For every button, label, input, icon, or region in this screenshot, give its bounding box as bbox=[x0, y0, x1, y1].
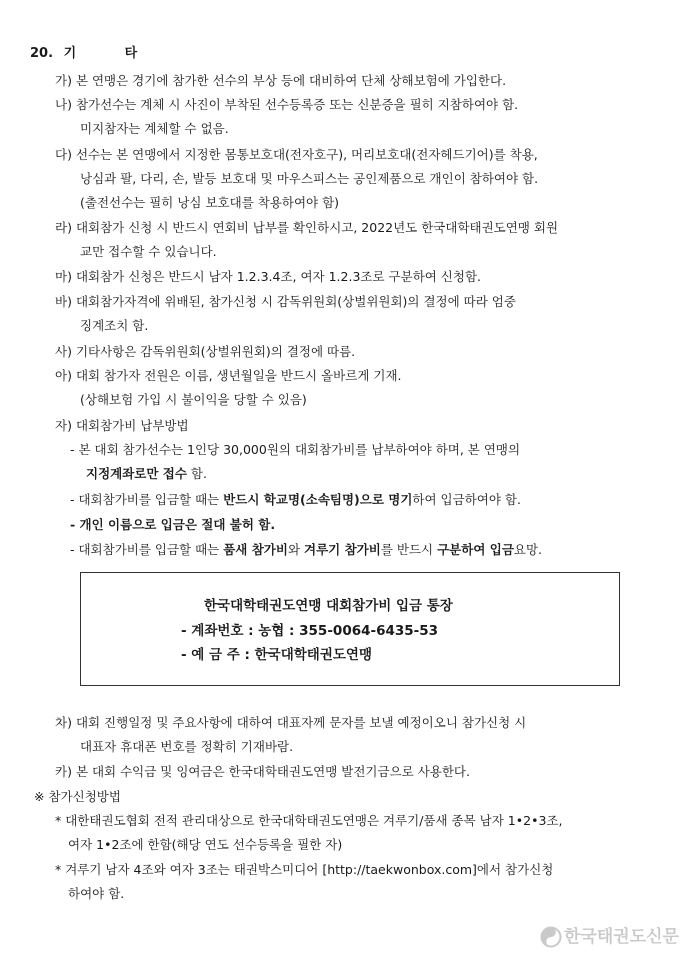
fee-bullet-3: - 개인 이름으로 입금은 절대 불허 함. bbox=[70, 517, 276, 532]
section-title-text: 기 타 bbox=[63, 46, 160, 61]
item-text: 기타사항은 감독위원회(상벌위원회)의 결정에 따름. bbox=[75, 344, 356, 359]
item-da-cont: 낭심과 팔, 다리, 손, 발등 보호대 및 마우스피스는 공인제품으로 개인이 참하여야 함. bbox=[80, 171, 539, 186]
account-number-line: - 계좌번호 : 농협 : 355-0064-6435-53 bbox=[181, 623, 439, 639]
poomsae-fee-emphasis: 품새 참가비 bbox=[223, 542, 288, 557]
item-marker: 나) bbox=[55, 97, 72, 112]
newspaper-watermark bbox=[540, 918, 678, 956]
item-ba bbox=[55, 294, 516, 310]
fee-bullet-4 bbox=[70, 542, 542, 558]
note-item-1: * 대한태권도협회 전적 관리대상으로 한국대학태권도연맹은 겨루기/품새 종목 남자 1•2•3조, bbox=[55, 813, 563, 828]
item-marker: 카) bbox=[55, 764, 72, 779]
item-text: 선수는 본 연맹에서 지정한 몸통보호대(전자호구), 머리보호대(전자헤드기어)를 착용, bbox=[75, 147, 538, 162]
item-text: 본 연맹은 경기에 참가한 선수의 부상 등에 대비하여 단체 상해보험에 가입한다. bbox=[75, 73, 507, 88]
item-text: 대회참가자격에 위배된, 참가신청 시 감독위원회(상벌위원회)의 결정에 따라 엄중 bbox=[75, 294, 516, 309]
item-ga bbox=[55, 73, 506, 89]
fee-bullet-1: - 본 대회 참가선수는 1인당 30,000원의 대회참가비를 납부하여야 하며, 본 연맹의 bbox=[70, 442, 521, 457]
fee-bullet-2 bbox=[70, 492, 521, 508]
item-marker: 아) bbox=[55, 368, 72, 383]
note-item-2-cont: 하여야 함. bbox=[68, 886, 125, 901]
bullet-text: 를 반드시 bbox=[380, 542, 438, 557]
bullet-text: 함. bbox=[186, 466, 207, 481]
item-ma bbox=[55, 269, 481, 285]
item-text: 대회참가 신청은 반드시 남자 1.2.3.4조, 여자 1.2.3조로 구분하여 신청함. bbox=[75, 269, 482, 284]
item-text: 본 대회 수익금 및 잉여금은 한국대학태권도연맹 발전기금으로 사용한다. bbox=[75, 764, 470, 779]
item-a bbox=[55, 368, 402, 384]
note-item-2: * 겨루기 남자 4조와 여자 3조는 태권박스미디어 [http://taekwonbox.com]에서 참가신청 bbox=[55, 862, 554, 877]
item-marker: 다) bbox=[55, 147, 72, 162]
item-marker: 자) bbox=[55, 418, 72, 433]
item-marker: 바) bbox=[55, 294, 72, 309]
item-na bbox=[55, 97, 518, 113]
item-marker: 가) bbox=[55, 73, 72, 88]
account-info-box bbox=[80, 572, 620, 686]
item-heading: 대회참가비 납부방법 bbox=[75, 418, 189, 433]
item-text: 참가선수는 계체 시 사진이 부착된 선수등록증 또는 신분증을 필히 지참하여야 함. bbox=[75, 97, 519, 112]
note-marker: ※ bbox=[34, 789, 45, 804]
item-sa bbox=[55, 344, 355, 360]
bullet-text: 요망. bbox=[513, 542, 543, 557]
item-da bbox=[55, 147, 538, 163]
school-name-emphasis: 반드시 학교명(소속팀명)으로 명기 bbox=[223, 492, 413, 507]
item-ra-cont: 교만 접수할 수 있습니다. bbox=[80, 244, 217, 259]
item-ba-cont: 징계조치 함. bbox=[80, 318, 149, 333]
section-title bbox=[30, 46, 159, 62]
item-cha-cont: 대표자 휴대폰 번호를 정확히 기재바람. bbox=[80, 739, 294, 754]
note-heading bbox=[34, 789, 121, 805]
item-marker: 마) bbox=[55, 269, 72, 284]
item-ja bbox=[55, 418, 189, 434]
item-na-cont: 미지참자는 계체할 수 없음. bbox=[80, 121, 229, 136]
note-item-1-cont: 여자 1•2조에 한함(해당 연도 선수등록을 필한 자) bbox=[68, 837, 343, 852]
item-a-cont: (상해보험 가입 시 불이익을 당할 수 있음) bbox=[80, 392, 307, 407]
item-cha bbox=[55, 715, 526, 731]
separate-deposit-emphasis: 구분하여 입금 bbox=[437, 542, 514, 557]
item-marker: 차) bbox=[55, 715, 72, 730]
note-title: 참가신청방법 bbox=[48, 789, 121, 804]
item-marker: 사) bbox=[55, 344, 72, 359]
taekwondo-logo-icon bbox=[540, 926, 562, 948]
item-text: 대회 진행일정 및 주요사항에 대하여 대표자께 문자를 보낼 예정이오니 참가신청 시 bbox=[75, 715, 527, 730]
item-da-cont2: (출전선수는 필히 낭심 보호대를 착용하여야 함) bbox=[80, 195, 340, 210]
item-ra bbox=[55, 220, 558, 236]
item-ka bbox=[55, 764, 470, 780]
kyorugi-fee-emphasis: 겨루기 참가비 bbox=[304, 542, 381, 557]
item-text: 대회 참가자 전원은 이름, 생년월일을 반드시 올바르게 기재. bbox=[75, 368, 402, 383]
bullet-text: 하여 입금하여야 함. bbox=[412, 492, 521, 507]
designated-account-emphasis: 지정계좌로만 접수 bbox=[86, 466, 187, 481]
section-number: 20. bbox=[30, 46, 54, 61]
watermark-text: 한국태권도신문 bbox=[564, 927, 679, 947]
account-holder-line: - 예 금 주 : 한국대학태권도연맹 bbox=[181, 647, 372, 663]
account-box-title: 한국대학태권도연맹 대회참가비 입금 통장 bbox=[204, 598, 453, 614]
fee-bullet-1-cont bbox=[86, 466, 207, 482]
item-text: 대회참가 신청 시 반드시 연회비 납부를 확인하시고, 2022년도 한국대학태권도연맹 회원 bbox=[75, 220, 559, 235]
bullet-text: - 대회참가비를 입금할 때는 bbox=[70, 542, 224, 557]
bullet-text: - 대회참가비를 입금할 때는 bbox=[70, 492, 224, 507]
item-marker: 라) bbox=[55, 220, 72, 235]
bullet-text: 와 bbox=[287, 542, 305, 557]
